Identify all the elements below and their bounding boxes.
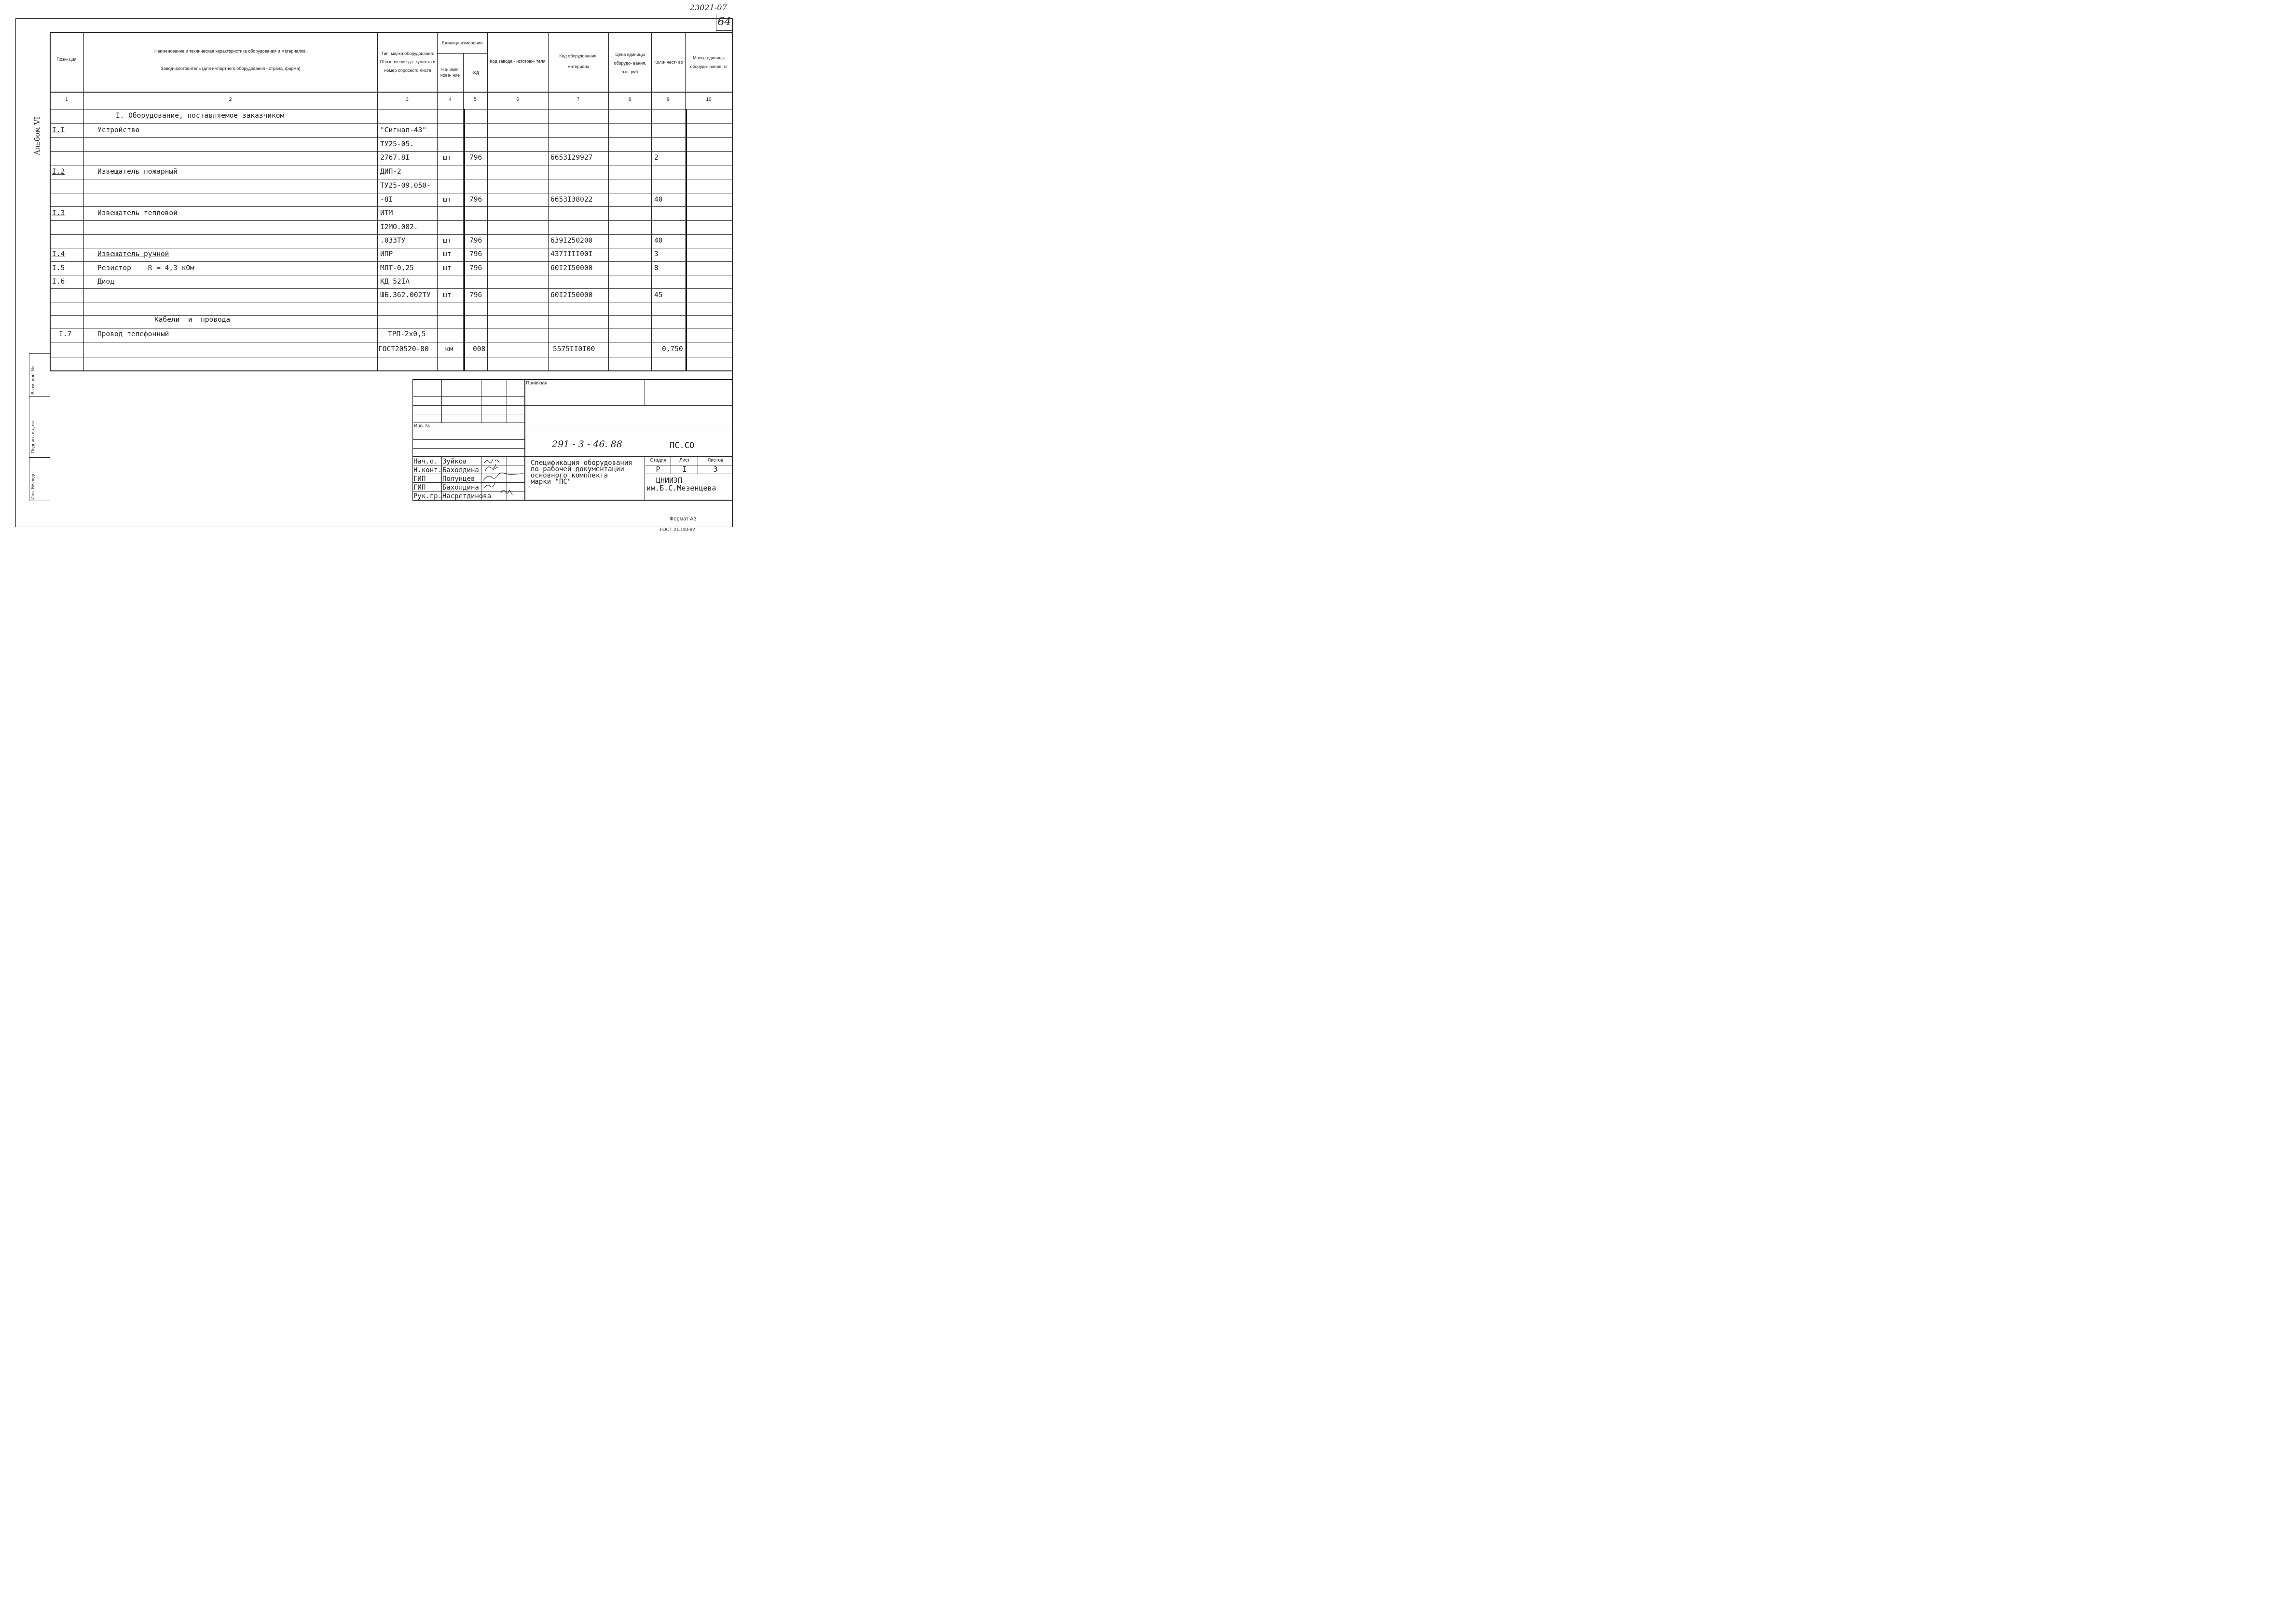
header-mass: Масса единицы оборудо- вания, кг bbox=[690, 55, 728, 69]
row-4-unit: шт bbox=[443, 154, 452, 162]
signature-role: Нач.о. bbox=[413, 458, 438, 465]
row-11-unit: шт bbox=[443, 250, 452, 258]
signature-list bbox=[413, 457, 491, 501]
row-10-qty: 40 bbox=[654, 237, 663, 245]
organization-line2: им.Б.С.Мезенцева bbox=[646, 484, 716, 492]
header-unit-group: Единица измерения bbox=[441, 40, 483, 45]
row-17-pos: I.7 bbox=[59, 330, 72, 338]
row-12-qty: 8 bbox=[654, 264, 659, 272]
header-price: Цена единицы оборудо- вания, тыс. руб. bbox=[614, 52, 646, 74]
row-10-unit: шт bbox=[443, 237, 452, 245]
vzam-inv-label: Взам. инв. № bbox=[30, 366, 36, 395]
header-equip-code: Код оборудования, материала bbox=[559, 54, 598, 69]
col-num-1: 1 bbox=[65, 97, 68, 102]
header-name-line1: Наименование и техническая характеристика оборудования и материалов. bbox=[154, 49, 307, 54]
row-13-pos: I.6 bbox=[52, 278, 65, 286]
privyazan-label: Привязан bbox=[526, 381, 548, 386]
col-num-10: 10 bbox=[706, 97, 712, 102]
document-title-line4: марки "ПС" bbox=[531, 478, 572, 486]
row-14-ecode: 60I2I50000 bbox=[550, 291, 593, 299]
signature-role: ГИП bbox=[413, 484, 426, 491]
col-num-9: 9 bbox=[667, 97, 670, 102]
col-num-6: 6 bbox=[516, 97, 519, 102]
signature-name: Зуйков bbox=[442, 458, 467, 465]
row-2-type: "Сигнал-43" bbox=[380, 126, 427, 134]
col-num-7: 7 bbox=[577, 97, 580, 102]
stage-value: Р bbox=[656, 465, 660, 474]
signature-role: Н.конт. bbox=[413, 466, 442, 474]
row-17-type: ТРП-2х0,5 bbox=[388, 330, 426, 338]
row-16-name: Кабели и провода bbox=[154, 316, 231, 324]
row-18-type: ГОСТ20520-80 bbox=[378, 345, 429, 353]
organization-line1: ЦНИИЭП bbox=[656, 476, 683, 485]
signature-row bbox=[413, 457, 491, 466]
row-12-name: Резистор R = 4,3 кОм bbox=[97, 264, 194, 272]
row-14-ucode: 796 bbox=[469, 291, 482, 299]
row-1-name: I. Оборудование, поставляемое заказчиком bbox=[116, 112, 285, 120]
document-title-line3: основного комплекта bbox=[531, 472, 608, 479]
signature-row bbox=[413, 492, 491, 501]
row-4-ecode: 6653I29927 bbox=[550, 154, 593, 162]
row-5-pos: I.2 bbox=[52, 168, 65, 176]
header-name-line2: Завод-изготовитель (для импортного оборудования - страна, фирма) bbox=[161, 66, 301, 71]
header-type: Тип, марка оборудования. Обозначение до- кумента и номер опросного листа bbox=[380, 51, 436, 73]
row-10-ecode: 639I250200 bbox=[550, 237, 593, 245]
row-3-type: ТУ25-05. bbox=[380, 140, 414, 148]
col-num-3: 3 bbox=[406, 97, 409, 102]
signature-name: Полунцев bbox=[442, 475, 475, 483]
document-title-line2: по рабочей документации bbox=[531, 465, 624, 473]
document-title bbox=[531, 460, 632, 485]
page-number: 64 bbox=[717, 16, 731, 28]
row-12-ucode: 796 bbox=[469, 264, 482, 272]
row-4-type: 2767.8I bbox=[380, 154, 410, 162]
sheet-value: I bbox=[682, 465, 687, 474]
row-11-ucode: 796 bbox=[469, 250, 482, 258]
header-qty: Коли- чест- во bbox=[654, 60, 683, 65]
header-unit-name: На- име- нова- ние bbox=[440, 67, 460, 78]
col-num-5: 5 bbox=[474, 97, 477, 102]
row-13-name: Диод bbox=[97, 278, 114, 286]
row-11-name: Извещатель ручной bbox=[97, 250, 169, 258]
row-12-pos: I.5 bbox=[52, 264, 65, 272]
row-8-type: ИТМ bbox=[380, 209, 393, 217]
inv-podl-label: Инв. № подл. bbox=[30, 471, 36, 500]
row-5-type: ДИП-2 bbox=[380, 168, 401, 176]
signature-name: Бахолдина bbox=[442, 466, 479, 474]
signature-row bbox=[413, 466, 491, 475]
format-label: Формат А3 bbox=[670, 516, 697, 522]
row-14-type: ШБ.362.002ТУ bbox=[380, 291, 431, 299]
signature-role: Рук.гр. bbox=[413, 492, 442, 500]
row-11-qty: 3 bbox=[654, 250, 659, 258]
row-6-type: ТУ25-09.050- bbox=[380, 182, 431, 190]
stage-header: Стадия bbox=[649, 458, 667, 463]
row-18-unit: км bbox=[445, 345, 453, 353]
row-7-qty: 40 bbox=[654, 196, 663, 204]
header-plant-code: Код завода - изготови- теля bbox=[490, 59, 546, 64]
row-4-qty: 2 bbox=[654, 154, 659, 162]
row-7-type: -8I bbox=[380, 196, 393, 204]
row-9-type: I2МО.082. bbox=[380, 223, 418, 231]
standard-label: ГОСТ 21.110-82 bbox=[660, 527, 695, 532]
signature-role: ГИП bbox=[413, 475, 426, 483]
row-4-ucode: 796 bbox=[469, 154, 482, 162]
sheet-header: Лист bbox=[679, 458, 690, 463]
row-18-qty: 0,750 bbox=[662, 345, 683, 353]
row-8-name: Извещатель тепловой bbox=[97, 209, 178, 217]
row-11-ecode: 437IIII00I bbox=[550, 250, 593, 258]
document-title-line1: Спецификация оборудования bbox=[531, 459, 632, 467]
row-17-name: Провод телефонный bbox=[97, 330, 169, 338]
row-14-qty: 45 bbox=[654, 291, 663, 299]
header-unit-code: Код bbox=[471, 70, 479, 75]
document-mark: ПС.СО bbox=[670, 441, 695, 450]
col-num-4: 4 bbox=[449, 97, 452, 102]
row-12-unit: шт bbox=[443, 264, 452, 272]
row-2-pos: I.I bbox=[52, 126, 65, 134]
row-11-pos: I.4 bbox=[52, 250, 65, 258]
row-11-type: ИПР bbox=[380, 250, 393, 258]
signature-name: Насретдинова bbox=[442, 492, 492, 500]
row-14-unit: шт bbox=[443, 291, 452, 299]
row-13-type: КД 52IА bbox=[380, 278, 410, 286]
signature-row bbox=[413, 483, 491, 492]
col-num-8: 8 bbox=[628, 97, 632, 102]
inv-no-label: Инв. № bbox=[414, 423, 431, 429]
row-5-name: Извещатель пожарный bbox=[97, 168, 178, 176]
col-num-2: 2 bbox=[229, 97, 232, 102]
row-10-type: .033ТУ bbox=[380, 237, 406, 245]
row-7-ecode: 6653I38022 bbox=[550, 196, 593, 204]
row-12-ecode: 60I2I50000 bbox=[550, 264, 593, 272]
handwritten-sheet-code: 23021-07 bbox=[690, 3, 727, 12]
sheets-header: Листов bbox=[707, 458, 724, 463]
row-2-name: Устройство bbox=[97, 126, 140, 134]
row-7-ucode: 796 bbox=[469, 196, 482, 204]
header-position: Пози- ция bbox=[56, 57, 77, 62]
row-12-type: МЛТ-0,25 bbox=[380, 264, 414, 272]
row-8-pos: I.3 bbox=[52, 209, 65, 217]
signature-row bbox=[413, 475, 491, 483]
signature-name: Бахолдина bbox=[442, 484, 479, 491]
row-18-ucode: 008 bbox=[473, 345, 486, 353]
handwritten-signatures bbox=[481, 456, 525, 501]
podpis-data-label: Подпись и дата bbox=[30, 420, 36, 453]
row-10-ucode: 796 bbox=[469, 237, 482, 245]
album-label: Альбом VI bbox=[33, 116, 41, 155]
row-7-unit: шт bbox=[443, 196, 452, 204]
sheets-value: 3 bbox=[713, 465, 718, 474]
document-code: 291 - 3 - 46. 88 bbox=[552, 439, 622, 450]
row-18-ecode: 5575II0I00 bbox=[553, 345, 595, 353]
sheet-frame bbox=[15, 18, 732, 527]
